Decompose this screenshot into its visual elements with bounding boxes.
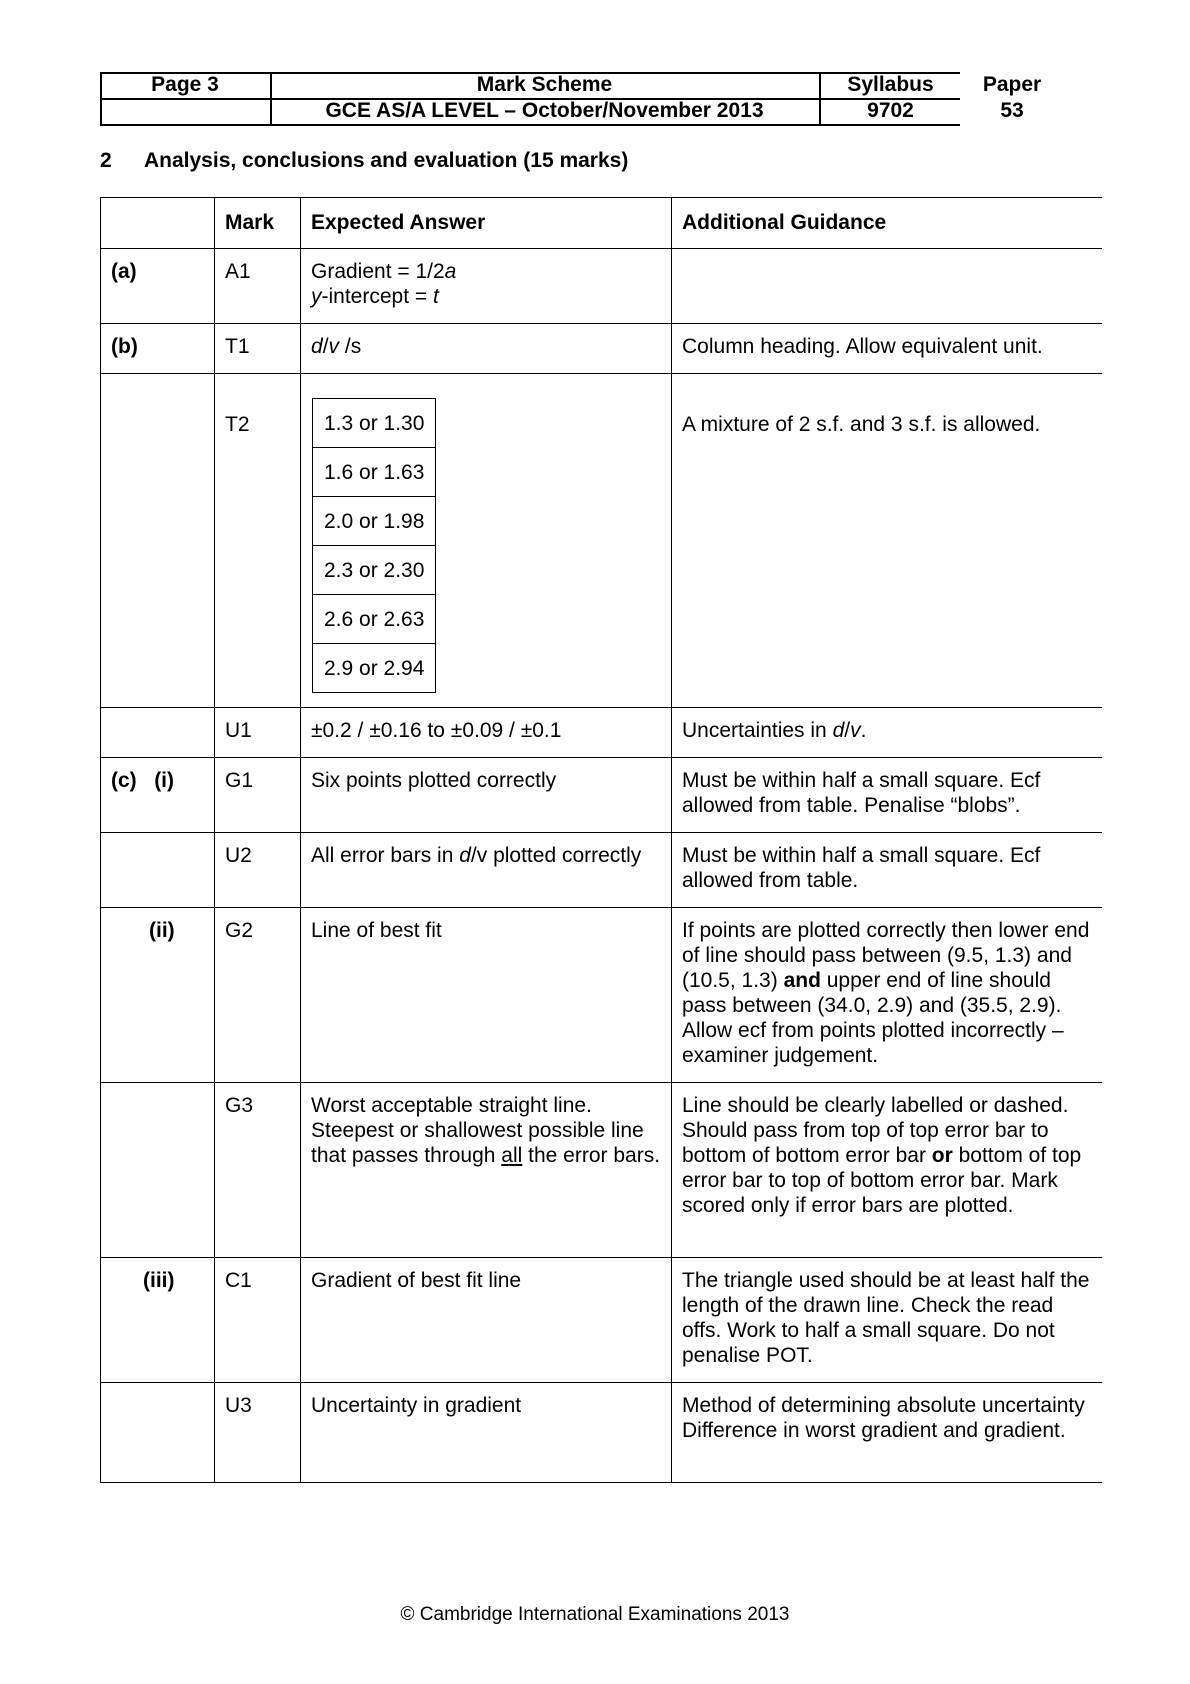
guidance-text: Line should be clearly labelled or dashed. Should pass from top of top error bar to bottom of bottom error bar — [682, 1094, 1069, 1167]
mark-code: U2 — [215, 833, 301, 908]
part-label-c: (c) — [111, 769, 137, 792]
table-row — [101, 708, 1102, 758]
guidance-variable: d — [832, 719, 845, 742]
document-subtitle: GCE AS/A LEVEL – October/November 2013 — [325, 99, 764, 122]
mark-code: G2 — [215, 908, 301, 1083]
guidance-emphasis: and — [783, 969, 821, 992]
answer-variable: v — [328, 335, 340, 358]
answer-text: / — [322, 335, 329, 358]
table-row — [101, 374, 1102, 708]
additional-guidance: Column heading. Allow equivalent unit. — [672, 324, 1102, 374]
expected-answer — [301, 833, 672, 908]
expected-answer: Six points plotted correctly — [301, 758, 672, 833]
part-label — [101, 908, 215, 1083]
part-label-iii: (iii) — [143, 1269, 175, 1292]
guidance-text: Difference in worst gradient and gradient. — [682, 1419, 1066, 1442]
guidance-text: Uncertainties in — [682, 719, 833, 742]
part-label — [101, 374, 215, 708]
part-label-ii: (ii) — [149, 919, 175, 942]
expected-answer — [301, 324, 672, 374]
answer-variable: d — [459, 844, 471, 867]
section-number: 2 — [100, 149, 112, 172]
list-item — [313, 399, 436, 448]
t2-value: 2.6 or 2.63 — [313, 595, 436, 644]
additional-guidance — [672, 908, 1102, 1083]
list-item — [313, 497, 436, 546]
t2-value: 2.0 or 1.98 — [313, 497, 436, 546]
additional-guidance — [672, 1083, 1102, 1258]
t2-value: 2.9 or 2.94 — [313, 644, 436, 693]
part-label-i: (i) — [154, 769, 175, 792]
expected-answer: ±0.2 / ±0.16 to ±0.09 / ±0.1 — [301, 708, 672, 758]
mark-code: T2 — [215, 374, 301, 708]
answer-variable: y — [311, 285, 322, 308]
part-label: (a) — [101, 249, 215, 324]
guidance-text: / — [844, 719, 851, 742]
guidance-emphasis: or — [931, 1144, 953, 1167]
additional-guidance: The triangle used should be at least half the length of the drawn line. Check the read offs. Work to half a small square. Do not penalise POT. — [672, 1258, 1102, 1383]
answer-text: Worst acceptable straight line. Steepest or shallowest possible line that passes through — [311, 1094, 644, 1167]
mark-code: C1 — [215, 1258, 301, 1383]
table-row — [101, 758, 1102, 833]
table-row — [101, 324, 1102, 374]
part-label — [101, 758, 215, 833]
guidance-text: bottom of top error bar to top of bottom error bar. Mark scored only if error bars are plotted. — [682, 1144, 1082, 1217]
syllabus-label: Syllabus — [847, 73, 934, 96]
expected-answer: Line of best fit — [301, 908, 672, 1083]
guidance-variable: v — [850, 719, 861, 742]
answer-variable: t — [432, 285, 439, 308]
additional-guidance: Must be within half a small square. Ecf allowed from table. Penalise “blobs”. — [672, 758, 1102, 833]
t2-value: 1.6 or 1.63 — [313, 448, 436, 497]
answer-text: the error bars. — [522, 1144, 661, 1167]
page-header — [100, 72, 1060, 126]
part-label — [101, 1258, 215, 1383]
guidance-text: Method of determining absolute uncertainty — [682, 1394, 1085, 1417]
additional-guidance: A mixture of 2 s.f. and 3 s.f. is allowed. — [672, 374, 1102, 708]
mark-code: A1 — [215, 249, 301, 324]
t2-values-table — [312, 398, 436, 693]
list-item — [313, 595, 436, 644]
expected-answer: Uncertainty in gradient — [301, 1383, 672, 1483]
paper-number: 53 — [1000, 99, 1024, 122]
expected-answer — [301, 249, 672, 324]
additional-guidance — [672, 708, 1102, 758]
col-header-expected-answer: Expected Answer — [301, 198, 672, 249]
copyright-footer: © Cambridge International Examinations 2013 — [400, 1604, 790, 1625]
answer-text: -intercept = — [321, 285, 433, 308]
answer-variable: a — [444, 260, 457, 283]
section-heading — [100, 149, 628, 173]
additional-guidance: Must be within half a small square. Ecf allowed from table. — [672, 833, 1102, 908]
table-row — [101, 833, 1102, 908]
mark-code: U3 — [215, 1383, 301, 1483]
header-rule-bottom — [100, 124, 960, 126]
expected-answer — [301, 1083, 672, 1258]
answer-underlined: all — [501, 1144, 523, 1167]
table-row — [101, 1258, 1102, 1383]
document-title: Mark Scheme — [476, 73, 613, 96]
page-number: Page 3 — [151, 73, 219, 96]
part-label — [101, 1083, 215, 1258]
answer-text: Gradient = 1/2 — [311, 260, 445, 283]
guidance-text: If points are plotted correctly then lower end of line should pass between (9.5, 1.3) and (10.5, 1.3) — [682, 919, 1090, 992]
col-header-mark: Mark — [215, 198, 301, 249]
col-header-part — [101, 198, 215, 249]
paper-label: Paper — [982, 73, 1042, 96]
mark-code: G3 — [215, 1083, 301, 1258]
list-item — [313, 644, 436, 693]
answer-text: /s — [339, 335, 362, 358]
list-item — [313, 448, 436, 497]
col-header-additional-guidance: Additional Guidance — [672, 198, 1102, 249]
part-label: (b) — [101, 324, 215, 374]
answer-variable: d — [311, 335, 323, 358]
mark-code: U1 — [215, 708, 301, 758]
additional-guidance — [672, 1383, 1102, 1483]
part-label — [101, 1383, 215, 1483]
guidance-text: upper end of line should pass between (34.0, 2.9) and (35.5, 2.9). Allow ecf from points plotted incorrectly – examiner judgement. — [682, 969, 1064, 1067]
list-item — [313, 546, 436, 595]
table-row — [101, 1083, 1102, 1258]
answer-text: All error bars in — [311, 844, 460, 867]
expected-answer: Gradient of best fit line — [301, 1258, 672, 1383]
guidance-text: . — [860, 719, 867, 742]
mark-code: G1 — [215, 758, 301, 833]
table-row — [101, 249, 1102, 324]
table-row — [101, 908, 1102, 1083]
expected-answer — [301, 374, 672, 708]
part-label — [101, 833, 215, 908]
t2-value: 1.3 or 1.30 — [313, 399, 436, 448]
table-row — [101, 1383, 1102, 1483]
table-header-row — [101, 198, 1102, 249]
syllabus-code: 9702 — [867, 99, 914, 122]
t2-value: 2.3 or 2.30 — [313, 546, 436, 595]
section-title: Analysis, conclusions and evaluation (15 marks) — [144, 149, 629, 172]
answer-text: /v plotted correctly — [470, 844, 642, 867]
mark-scheme-table — [100, 197, 1102, 1483]
mark-code: T1 — [215, 324, 301, 374]
additional-guidance — [672, 249, 1102, 324]
part-label — [101, 708, 215, 758]
